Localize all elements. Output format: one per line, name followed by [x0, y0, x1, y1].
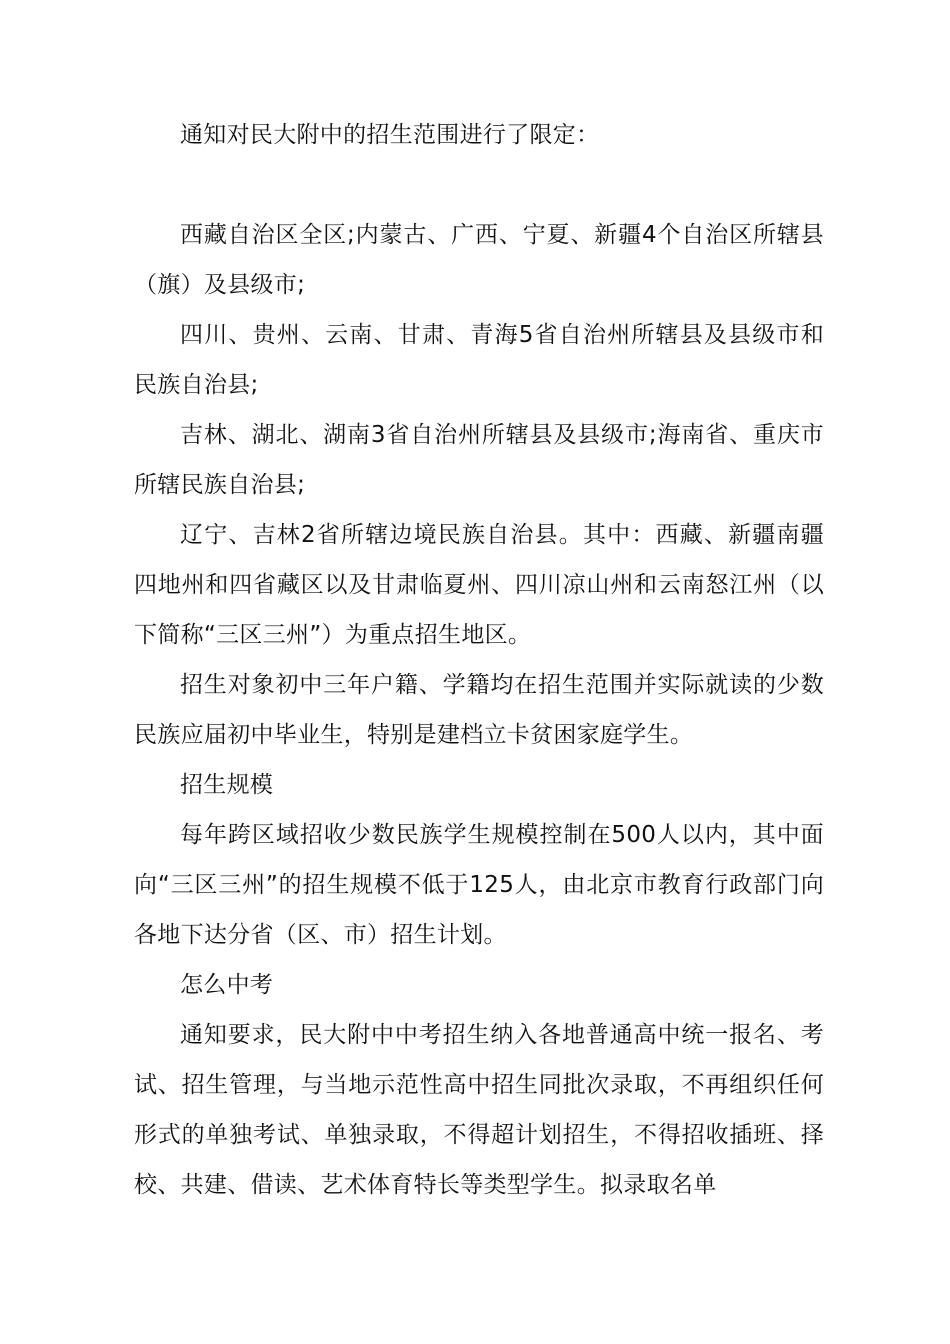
paragraph-five-provinces: 四川、贵州、云南、甘肃、青海5省自治州所辖县及县级市和民族自治县; [134, 322, 824, 398]
paragraph-three-provinces: 吉林、湖北、湖南3省自治州所辖县及县级市;海南省、重庆市所辖民族自治县; [134, 422, 824, 498]
paragraph-tibet-region: 西藏自治区全区;内蒙古、广西、宁夏、新疆4个自治区所辖县（旗）及县级市; [134, 222, 824, 298]
paragraph-exam-requirements: 通知要求，民大附中中考招生纳入各地普通高中统一报名、考试、招生管理，与当地示范性高中招生同批次录取，不再组织任何形式的单独考试、单独录取，不得超计划招生，不得招收插班、择校、共建、借读、艺术体育特长等类型学生。拟录取名单 [134, 1022, 824, 1198]
heading-enrollment-scale: 招生规模 [180, 772, 274, 798]
paragraph-enrollment-scale: 每年跨区域招收少数民族学生规模控制在500人以内，其中面向“三区三州”的招生规模不低于125人，由北京市教育行政部门向各地下达分省（区、市）招生计划。 [134, 822, 824, 948]
heading-exam: 怎么中考 [180, 972, 274, 998]
paragraph-border-counties: 辽宁、吉林2省所辖边境民族自治县。其中：西藏、新疆南疆四地州和四省藏区以及甘肃临夏州、四川凉山州和云南怒江州（以下简称“三区三州”）为重点招生地区。 [134, 522, 824, 648]
document-body [134, 110, 824, 1210]
paragraph-intro: 通知对民大附中的招生范围进行了限定： [180, 122, 600, 148]
paragraph-enrollment-target: 招生对象初中三年户籍、学籍均在招生范围并实际就读的少数民族应届初中毕业生，特别是建档立卡贫困家庭学生。 [134, 672, 824, 748]
